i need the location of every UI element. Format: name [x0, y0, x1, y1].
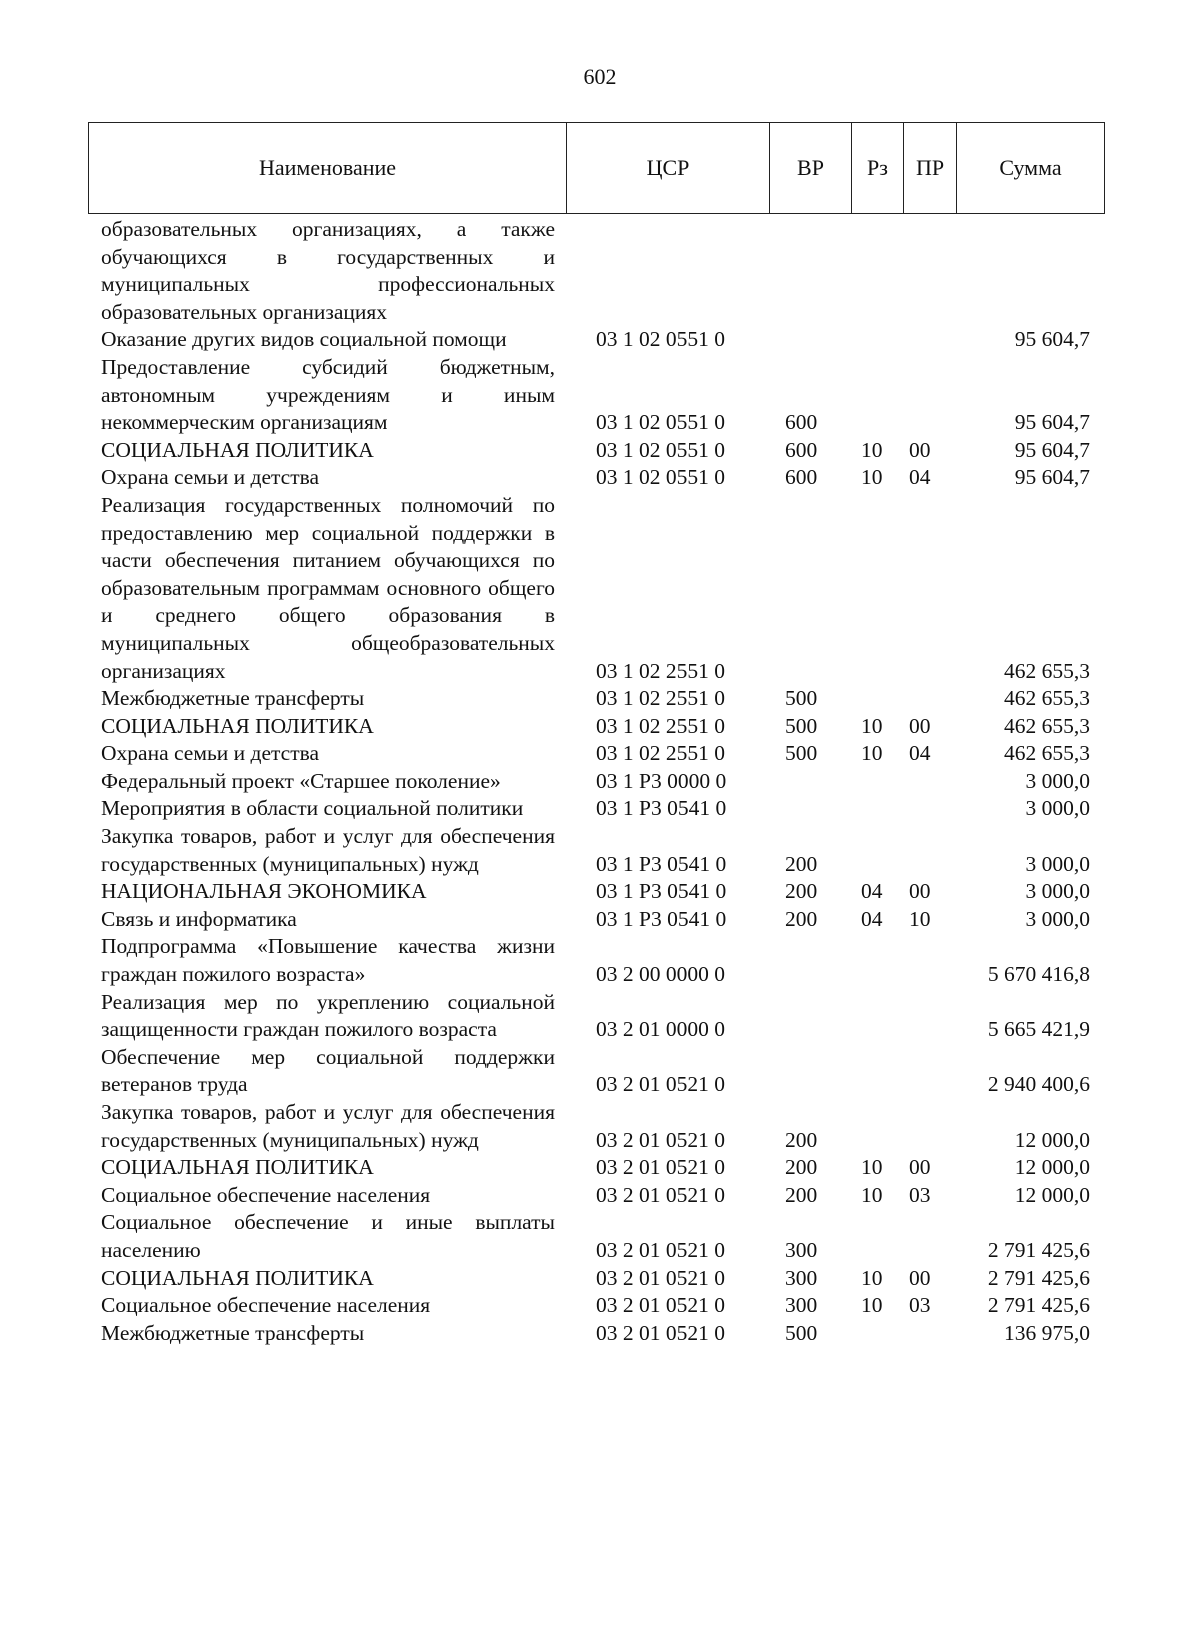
cell-sum: 462 655,3 — [1004, 741, 1090, 766]
cell-sum: 3 000,0 — [1025, 768, 1090, 793]
cell-sum: 2 791 425,6 — [987, 1237, 1090, 1262]
cell-rz — [851, 216, 903, 326]
table-row — [88, 1182, 1104, 1210]
cell-sum: 95 604,7 — [1014, 410, 1090, 435]
cell-csr: 03 1 P3 0541 0 — [596, 906, 727, 931]
cell-vr: 500 — [785, 1320, 818, 1345]
cell-name: Реализация государственных полномочий по предоставлению мер социальной поддержки в части обеспечения питанием обучающихся по образовательным программам основного общего и среднего общего образования в муниципальных общеобразовательных организациях — [101, 492, 555, 683]
cell-name: СОЦИАЛЬНАЯ ПОЛИТИКА — [101, 1265, 374, 1290]
header-rz: Рз — [852, 123, 904, 214]
cell-pr: 03 — [909, 1182, 931, 1207]
header-csr: ЦСР — [567, 123, 770, 214]
cell-rz — [851, 1099, 903, 1154]
cell-csr: 03 2 01 0521 0 — [596, 1320, 725, 1345]
table-row — [88, 1320, 1104, 1348]
cell-vr: 200 — [785, 851, 818, 876]
cell-name: Социальное обеспечение населения — [101, 1293, 431, 1318]
cell-rz — [851, 1209, 903, 1264]
cell-pr — [903, 823, 956, 878]
header-sum: Сумма — [957, 123, 1105, 214]
cell-csr: 03 1 P3 0541 0 — [596, 796, 727, 821]
cell-rz — [851, 989, 903, 1044]
table-row — [88, 740, 1104, 768]
cell-pr — [903, 492, 956, 685]
cell-vr — [769, 768, 851, 796]
cell-csr: 03 1 02 0551 0 — [596, 437, 725, 462]
cell-csr: 03 1 P3 0541 0 — [596, 879, 727, 904]
cell-name: Закупка товаров, работ и услуг для обеспечения государственных (муниципальных) нужд — [101, 824, 555, 876]
cell-rz: 10 — [861, 1182, 883, 1207]
cell-name: Реализация мер по укреплению социальной защищенности граждан пожилого возраста — [101, 989, 555, 1042]
table-row — [88, 437, 1104, 465]
cell-rz: 10 — [861, 741, 883, 766]
cell-csr: 03 2 01 0521 0 — [596, 1182, 725, 1207]
cell-csr: 03 1 02 2551 0 — [596, 741, 725, 766]
table-row — [88, 713, 1104, 741]
table-row — [88, 906, 1104, 934]
cell-sum: 462 655,3 — [1004, 686, 1090, 711]
cell-sum: 95 604,7 — [1014, 327, 1090, 352]
cell-pr — [903, 326, 956, 354]
cell-csr: 03 2 00 0000 0 — [596, 962, 725, 987]
cell-vr: 600 — [785, 410, 818, 435]
cell-name: Закупка товаров, работ и услуг для обеспечения государственных (муниципальных) нужд — [101, 1100, 555, 1152]
cell-pr: 00 — [909, 713, 931, 738]
cell-sum: 95 604,7 — [1014, 437, 1090, 462]
cell-pr — [903, 216, 956, 326]
cell-vr: 600 — [785, 465, 818, 490]
cell-rz — [851, 1320, 903, 1348]
table-row — [88, 326, 1104, 354]
table-row — [88, 768, 1104, 796]
cell-pr: 00 — [909, 437, 931, 462]
cell-csr: 03 2 01 0521 0 — [596, 1265, 725, 1290]
cell-name: Охрана семьи и детства — [101, 741, 320, 766]
cell-pr — [903, 795, 956, 823]
header-vr: ВР — [770, 123, 852, 214]
cell-vr: 200 — [785, 1182, 818, 1207]
cell-name: Межбюджетные трансферты — [101, 1320, 365, 1345]
cell-rz: 10 — [861, 713, 883, 738]
cell-csr — [566, 216, 769, 326]
table-row — [88, 1292, 1104, 1320]
cell-vr: 300 — [785, 1265, 818, 1290]
cell-pr: 04 — [909, 465, 931, 490]
cell-rz — [851, 326, 903, 354]
cell-rz — [851, 1044, 903, 1099]
cell-name: Связь и информатика — [101, 906, 297, 931]
cell-pr: 00 — [909, 879, 931, 904]
cell-sum: 2 791 425,6 — [987, 1293, 1090, 1318]
cell-sum: 3 000,0 — [1025, 906, 1090, 931]
table-row — [88, 354, 1104, 437]
cell-pr: 00 — [909, 1265, 931, 1290]
cell-sum: 3 000,0 — [1025, 796, 1090, 821]
cell-vr: 300 — [785, 1293, 818, 1318]
cell-sum: 462 655,3 — [1004, 658, 1090, 683]
cell-pr — [903, 1099, 956, 1154]
cell-vr: 500 — [785, 713, 818, 738]
cell-pr — [903, 354, 956, 437]
cell-pr: 03 — [909, 1293, 931, 1318]
cell-pr — [903, 1209, 956, 1264]
cell-sum: 5 665 421,9 — [987, 1017, 1090, 1042]
cell-name: Социальное обеспечение и иные выплаты населению — [101, 1210, 555, 1262]
table-header — [88, 122, 1105, 214]
cell-vr — [769, 492, 851, 685]
cell-rz: 10 — [861, 465, 883, 490]
cell-name: Оказание других видов социальной помощи — [101, 327, 507, 352]
cell-csr: 03 2 01 0521 0 — [596, 1155, 725, 1180]
cell-csr: 03 2 01 0521 0 — [596, 1237, 725, 1262]
cell-name: СОЦИАЛЬНАЯ ПОЛИТИКА — [101, 437, 374, 462]
cell-pr — [903, 1320, 956, 1348]
table-row — [88, 492, 1104, 685]
cell-name: Охрана семьи и детства — [101, 465, 320, 490]
cell-name: СОЦИАЛЬНАЯ ПОЛИТИКА — [101, 713, 374, 738]
cell-vr: 200 — [785, 879, 818, 904]
cell-name: НАЦИОНАЛЬНАЯ ЭКОНОМИКА — [101, 879, 427, 904]
cell-pr — [903, 768, 956, 796]
cell-rz — [851, 492, 903, 685]
table-row — [88, 1044, 1104, 1099]
cell-vr — [769, 933, 851, 988]
cell-vr — [769, 326, 851, 354]
table-row — [88, 795, 1104, 823]
cell-csr: 03 1 02 2551 0 — [596, 713, 725, 738]
cell-sum: 12 000,0 — [1014, 1155, 1090, 1180]
cell-vr — [769, 1044, 851, 1099]
table-row — [88, 989, 1104, 1044]
cell-csr: 03 2 01 0521 0 — [596, 1127, 725, 1152]
table-row — [88, 1209, 1104, 1264]
cell-rz: 10 — [861, 437, 883, 462]
cell-name: Подпрограмма «Повышение качества жизни граждан пожилого возраста» — [101, 934, 555, 987]
cell-csr: 03 1 02 0551 0 — [596, 327, 725, 352]
cell-csr: 03 1 P3 0541 0 — [596, 851, 727, 876]
table-row — [88, 878, 1104, 906]
cell-vr: 500 — [785, 686, 818, 711]
table-row — [88, 933, 1104, 988]
cell-vr: 200 — [785, 1155, 818, 1180]
cell-rz — [851, 795, 903, 823]
cell-rz — [851, 768, 903, 796]
cell-vr — [769, 989, 851, 1044]
cell-sum: 136 975,0 — [1004, 1320, 1090, 1345]
cell-name: Социальное обеспечение населения — [101, 1182, 431, 1207]
cell-rz — [851, 685, 903, 713]
cell-vr: 300 — [785, 1237, 818, 1262]
cell-sum: 95 604,7 — [1014, 465, 1090, 490]
cell-pr: 00 — [909, 1155, 931, 1180]
cell-csr: 03 1 02 2551 0 — [596, 658, 725, 683]
cell-pr — [903, 1044, 956, 1099]
cell-name: Федеральный проект «Старшее поколение» — [101, 768, 501, 793]
cell-pr: 10 — [909, 906, 931, 931]
header-pr: ПР — [904, 123, 957, 214]
cell-rz — [851, 823, 903, 878]
budget-table-body — [88, 216, 1104, 1347]
table-row — [88, 685, 1104, 713]
table-row — [88, 464, 1104, 492]
cell-rz: 10 — [861, 1293, 883, 1318]
cell-pr: 04 — [909, 741, 931, 766]
cell-rz — [851, 933, 903, 988]
cell-pr — [903, 933, 956, 988]
cell-csr: 03 2 01 0000 0 — [596, 1017, 725, 1042]
table-row — [88, 1265, 1104, 1293]
cell-sum — [956, 216, 1104, 326]
cell-csr: 03 2 01 0521 0 — [596, 1293, 725, 1318]
cell-rz: 04 — [861, 879, 883, 904]
cell-csr: 03 1 02 0551 0 — [596, 410, 725, 435]
table-row — [88, 1099, 1104, 1154]
table-row — [88, 216, 1104, 326]
cell-vr: 500 — [785, 741, 818, 766]
cell-name: СОЦИАЛЬНАЯ ПОЛИТИКА — [101, 1155, 374, 1180]
cell-name: Мероприятия в области социальной политики — [101, 796, 524, 821]
table-row — [88, 823, 1104, 878]
cell-name: Предоставление субсидий бюджетным, автономным учреждениям и иным некоммерческим организациям — [101, 354, 555, 435]
cell-sum: 462 655,3 — [1004, 713, 1090, 738]
budget-table — [88, 216, 1104, 1347]
header-name: Наименование — [89, 123, 567, 214]
cell-sum: 3 000,0 — [1025, 851, 1090, 876]
cell-sum: 12 000,0 — [1014, 1182, 1090, 1207]
cell-sum: 12 000,0 — [1014, 1127, 1090, 1152]
cell-rz: 10 — [861, 1265, 883, 1290]
cell-vr: 200 — [785, 1127, 818, 1152]
cell-name: Межбюджетные трансферты — [101, 686, 365, 711]
cell-rz: 04 — [861, 906, 883, 931]
cell-csr: 03 1 02 0551 0 — [596, 465, 725, 490]
cell-vr — [769, 216, 851, 326]
cell-csr: 03 1 P3 0000 0 — [596, 768, 727, 793]
cell-vr — [769, 795, 851, 823]
cell-name: образовательных организациях, а также обучающихся в государственных и муниципальных профессиональных образовательных организациях — [101, 217, 555, 324]
cell-csr: 03 2 01 0521 0 — [596, 1072, 725, 1097]
cell-sum: 5 670 416,8 — [987, 962, 1090, 987]
cell-rz — [851, 354, 903, 437]
cell-sum: 2 791 425,6 — [987, 1265, 1090, 1290]
cell-csr: 03 1 02 2551 0 — [596, 686, 725, 711]
header-row — [89, 123, 1105, 214]
cell-pr — [903, 989, 956, 1044]
cell-vr: 600 — [785, 437, 818, 462]
cell-rz: 10 — [861, 1155, 883, 1180]
cell-pr — [903, 685, 956, 713]
page-number: 602 — [583, 64, 617, 89]
cell-vr: 200 — [785, 906, 818, 931]
table-row — [88, 1154, 1104, 1182]
cell-name: Обеспечение мер социальной поддержки ветеранов труда — [101, 1044, 555, 1097]
cell-sum: 2 940 400,6 — [987, 1072, 1090, 1097]
cell-sum: 3 000,0 — [1025, 879, 1090, 904]
